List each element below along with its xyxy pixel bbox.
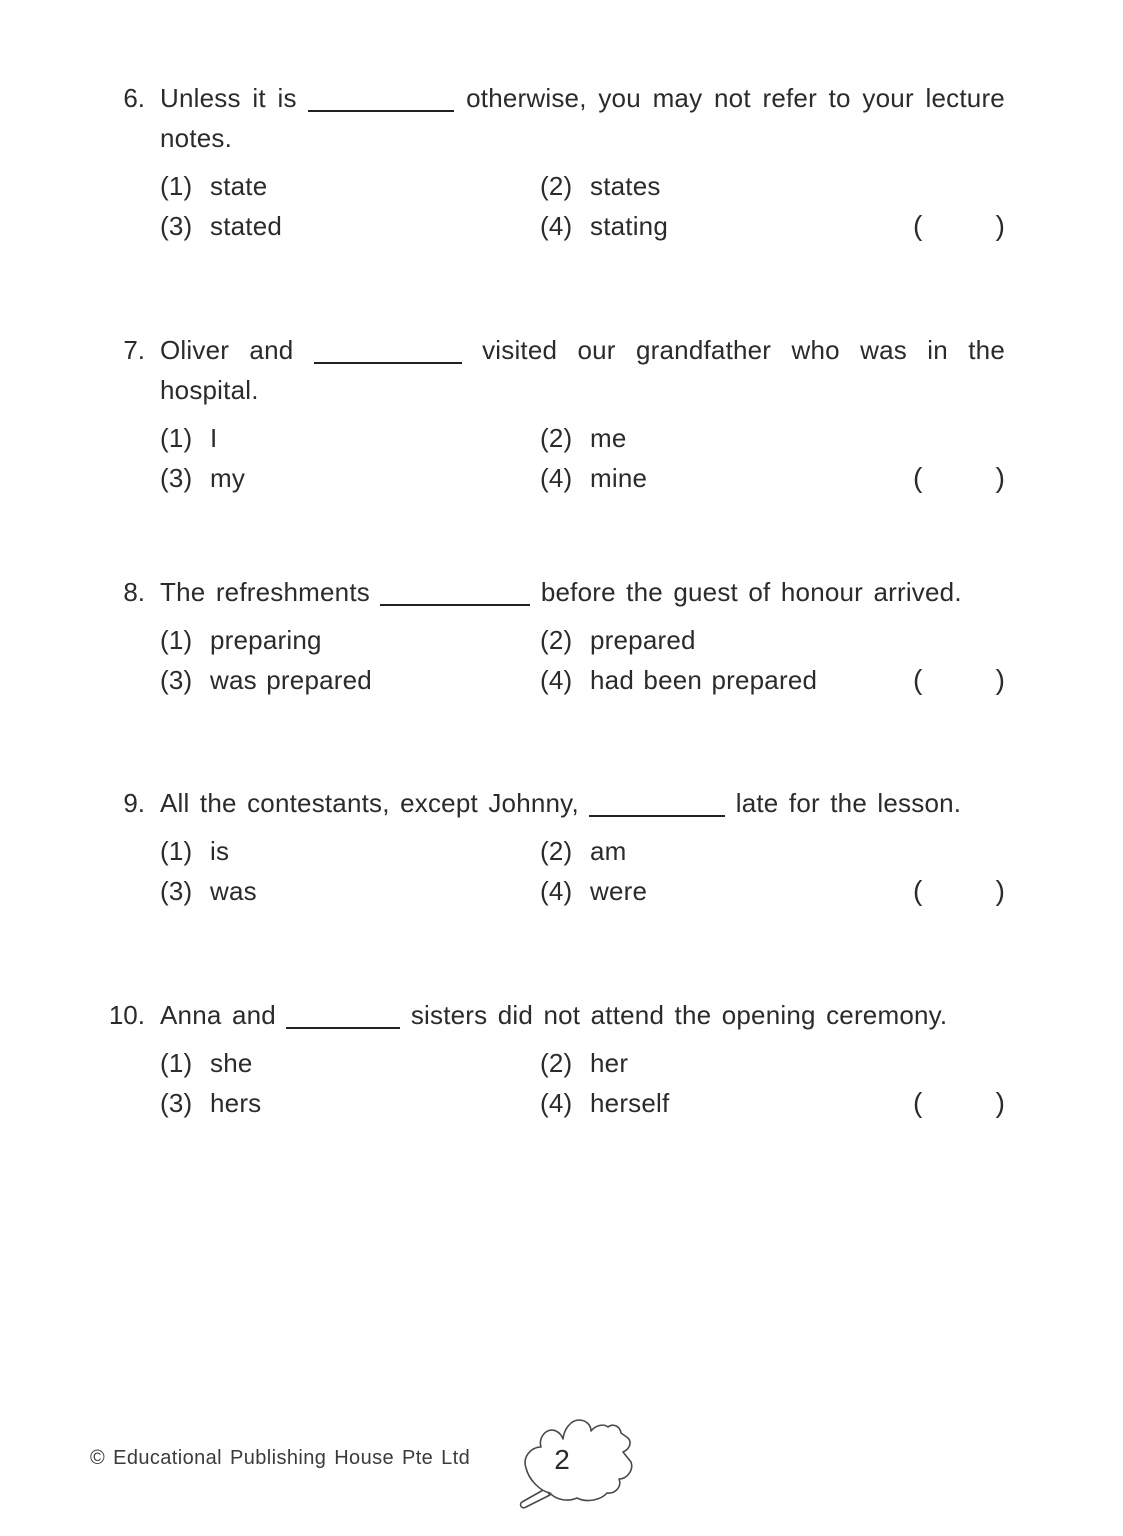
- option-3: [160, 871, 540, 911]
- option-text: is: [210, 836, 230, 866]
- question-number: 6.: [123, 83, 145, 113]
- answer-blank: [308, 92, 454, 112]
- options: [160, 1043, 1005, 1123]
- question-text-after: otherwise, you may not refer to your lecture: [466, 83, 1005, 113]
- options: [160, 418, 1005, 498]
- option-label: (1): [160, 1048, 193, 1078]
- option-text: my: [210, 463, 246, 493]
- option-text: states: [590, 171, 661, 201]
- options: [160, 166, 1005, 246]
- answer-blank: [589, 797, 725, 817]
- question-number: 7.: [123, 335, 145, 365]
- option-text: her: [590, 1048, 629, 1078]
- answer-slot: [913, 660, 1005, 700]
- question-7: [100, 330, 1005, 498]
- close-paren: ): [995, 1087, 1005, 1118]
- option-text: hers: [210, 1088, 262, 1118]
- option-label: (2): [540, 423, 573, 453]
- option-1: [160, 166, 540, 206]
- option-1: [160, 1043, 540, 1083]
- answer-slot: [913, 1083, 1005, 1123]
- open-paren: (: [913, 210, 923, 241]
- option-2: [540, 1043, 1005, 1083]
- options: [160, 831, 1005, 911]
- option-text: stating: [590, 211, 669, 241]
- option-2: [540, 166, 1005, 206]
- question-number: 8.: [123, 577, 145, 607]
- question-10: [100, 995, 1005, 1123]
- answer-slot: [913, 458, 1005, 498]
- answer-blank: [314, 344, 462, 364]
- page-number: 2: [554, 1444, 570, 1475]
- question-text-line2: notes.: [160, 123, 233, 153]
- answer-blank: [380, 586, 530, 606]
- option-text: herself: [590, 1088, 670, 1118]
- option-label: (3): [160, 665, 193, 695]
- option-label: (4): [540, 1088, 573, 1118]
- question-text-after: before the guest of honour arrived.: [540, 577, 962, 607]
- question-text-after: sisters did not attend the opening ceremony.: [410, 1000, 948, 1030]
- option-3: [160, 660, 540, 700]
- question-text: [160, 783, 1005, 823]
- option-label: (4): [540, 211, 573, 241]
- option-text: had been prepared: [590, 665, 818, 695]
- open-paren: (: [913, 1087, 923, 1118]
- option-text: was: [210, 876, 257, 906]
- option-label: (1): [160, 423, 193, 453]
- question-6: [100, 78, 1005, 246]
- option-text: me: [590, 423, 627, 453]
- close-paren: ): [995, 875, 1005, 906]
- question-text-after: visited our grandfather who was in the: [482, 335, 1005, 365]
- question-text-before: Unless it is: [160, 83, 297, 113]
- question-text-line2: hospital.: [160, 375, 259, 405]
- question-number: 9.: [123, 788, 145, 818]
- question-text-after: late for the lesson.: [735, 788, 962, 818]
- option-label: (2): [540, 171, 573, 201]
- option-text: prepared: [590, 625, 696, 655]
- question-text: [160, 330, 1005, 370]
- option-label: (2): [540, 1048, 573, 1078]
- question-text-before: All the contestants, except Johnny,: [160, 788, 579, 818]
- option-label: (4): [540, 665, 573, 695]
- option-text: am: [590, 836, 627, 866]
- close-paren: ): [995, 664, 1005, 695]
- option-label: (3): [160, 876, 193, 906]
- option-1: [160, 418, 540, 458]
- option-3: [160, 458, 540, 498]
- option-label: (2): [540, 836, 573, 866]
- question-text-before: Anna and: [160, 1000, 276, 1030]
- option-text: she: [210, 1048, 253, 1078]
- close-paren: ): [995, 462, 1005, 493]
- option-2: [540, 418, 1005, 458]
- option-label: (2): [540, 625, 573, 655]
- option-text: mine: [590, 463, 648, 493]
- option-2: [540, 620, 1005, 660]
- answer-slot: [913, 871, 1005, 911]
- option-label: (4): [540, 876, 573, 906]
- footer-copyright: © Educational Publishing House Pte Ltd: [90, 1447, 471, 1469]
- option-2: [540, 831, 1005, 871]
- question-8: [100, 572, 1005, 700]
- option-label: (1): [160, 171, 193, 201]
- question-text: [160, 572, 1005, 612]
- option-text: state: [210, 171, 268, 201]
- option-label: (4): [540, 463, 573, 493]
- option-3: [160, 1083, 540, 1123]
- option-3: [160, 206, 540, 246]
- option-text: preparing: [210, 625, 322, 655]
- option-label: (1): [160, 625, 193, 655]
- option-label: (3): [160, 1088, 193, 1118]
- option-label: (1): [160, 836, 193, 866]
- question-9: [100, 783, 1005, 911]
- answer-blank: [286, 1009, 400, 1029]
- option-text: was prepared: [210, 665, 372, 695]
- option-text: I: [210, 423, 218, 453]
- open-paren: (: [913, 462, 923, 493]
- option-1: [160, 620, 540, 660]
- open-paren: (: [913, 875, 923, 906]
- options: [160, 620, 1005, 700]
- question-text-before: Oliver and: [160, 335, 294, 365]
- open-paren: (: [913, 664, 923, 695]
- question-text: [160, 995, 1005, 1035]
- question-text: [160, 78, 1005, 118]
- option-label: (3): [160, 211, 193, 241]
- answer-slot: [913, 206, 1005, 246]
- close-paren: ): [995, 210, 1005, 241]
- option-text: stated: [210, 211, 283, 241]
- option-text: were: [590, 876, 648, 906]
- question-number: 10.: [108, 1000, 145, 1030]
- option-1: [160, 831, 540, 871]
- option-label: (3): [160, 463, 193, 493]
- question-text-before: The refreshments: [160, 577, 370, 607]
